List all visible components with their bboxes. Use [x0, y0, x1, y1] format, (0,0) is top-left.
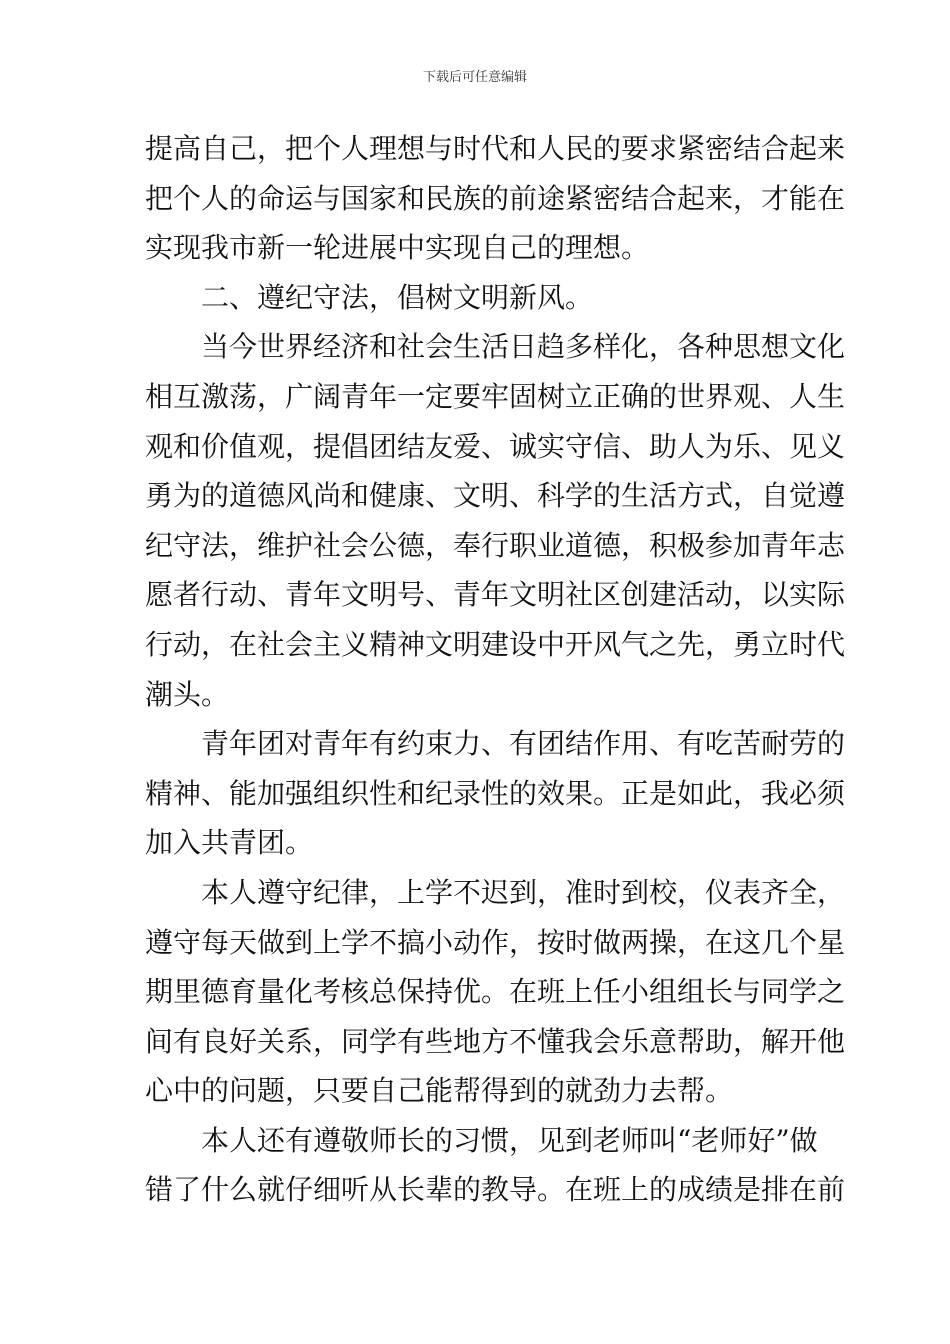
text-line: 勇为的道德风尚和健康、文明、科学的生活方式，自觉遵 [145, 479, 846, 513]
text-line: 纪守法，维护社会公德，奉行职业道德，积极参加青年志 [145, 528, 846, 562]
text-line: 把个人的命运与国家和民族的前途紧密结合起来，才能在 [145, 181, 846, 215]
paragraph-start: 青年团对青年有约束力、有团结作用、有吃苦耐劳的 [201, 727, 846, 761]
text-line: 精神、能加强组织性和纪录性的效果。正是如此，我必须 [145, 776, 846, 810]
document-body [145, 124, 846, 1215]
text-line: 遵守每天做到上学不搞小动作，按时做两操，在这几个星 [145, 925, 846, 959]
paragraph-start: 当今世界经济和社会生活日趋多样化，各种思想文化 [201, 330, 846, 364]
paragraph-start: 本人遵守纪律，上学不迟到，准时到校，仪表齐全， [201, 875, 846, 909]
text-line: 期里德育量化考核总保持优。在班上任小组组长与同学之 [145, 975, 846, 1009]
paragraph-start: 本人还有遵敬师长的习惯，见到老师叫“老师好”做 [201, 1123, 818, 1157]
text-line: 错了什么就仔细听从长辈的教导。在班上的成绩是排在前 [145, 1173, 846, 1207]
page-header: 下载后可任意编辑 [422, 70, 527, 85]
text-line: 加入共青团。 [145, 826, 314, 860]
text-line: 愿者行动、青年文明号、青年文明社区创建活动，以实际 [145, 578, 846, 612]
text-line: 行动，在社会主义精神文明建设中开风气之先，勇立时代 [145, 627, 846, 661]
text-line: 相互激荡，广阔青年一定要牢固树立正确的世界观、人生 [145, 379, 846, 413]
text-line: 潮头。 [145, 677, 230, 711]
text-line: 提高自己，把个人理想与时代和人民的要求紧密结合起来 [145, 132, 846, 165]
text-line: 实现我市新一轮进展中实现自己的理想。 [145, 231, 650, 265]
text-line: 间有良好关系，同学有些地方不懂我会乐意帮助，解开他 [145, 1024, 846, 1058]
text-line: 观和价值观，提倡团结友爱、诚实守信、助人为乐、见义 [145, 429, 846, 463]
text-line: 心中的问题，只要自己能帮得到的就劲力去帮。 [145, 1074, 734, 1108]
section-heading: 二、遵纪守法，倡树文明新风。 [201, 280, 594, 314]
